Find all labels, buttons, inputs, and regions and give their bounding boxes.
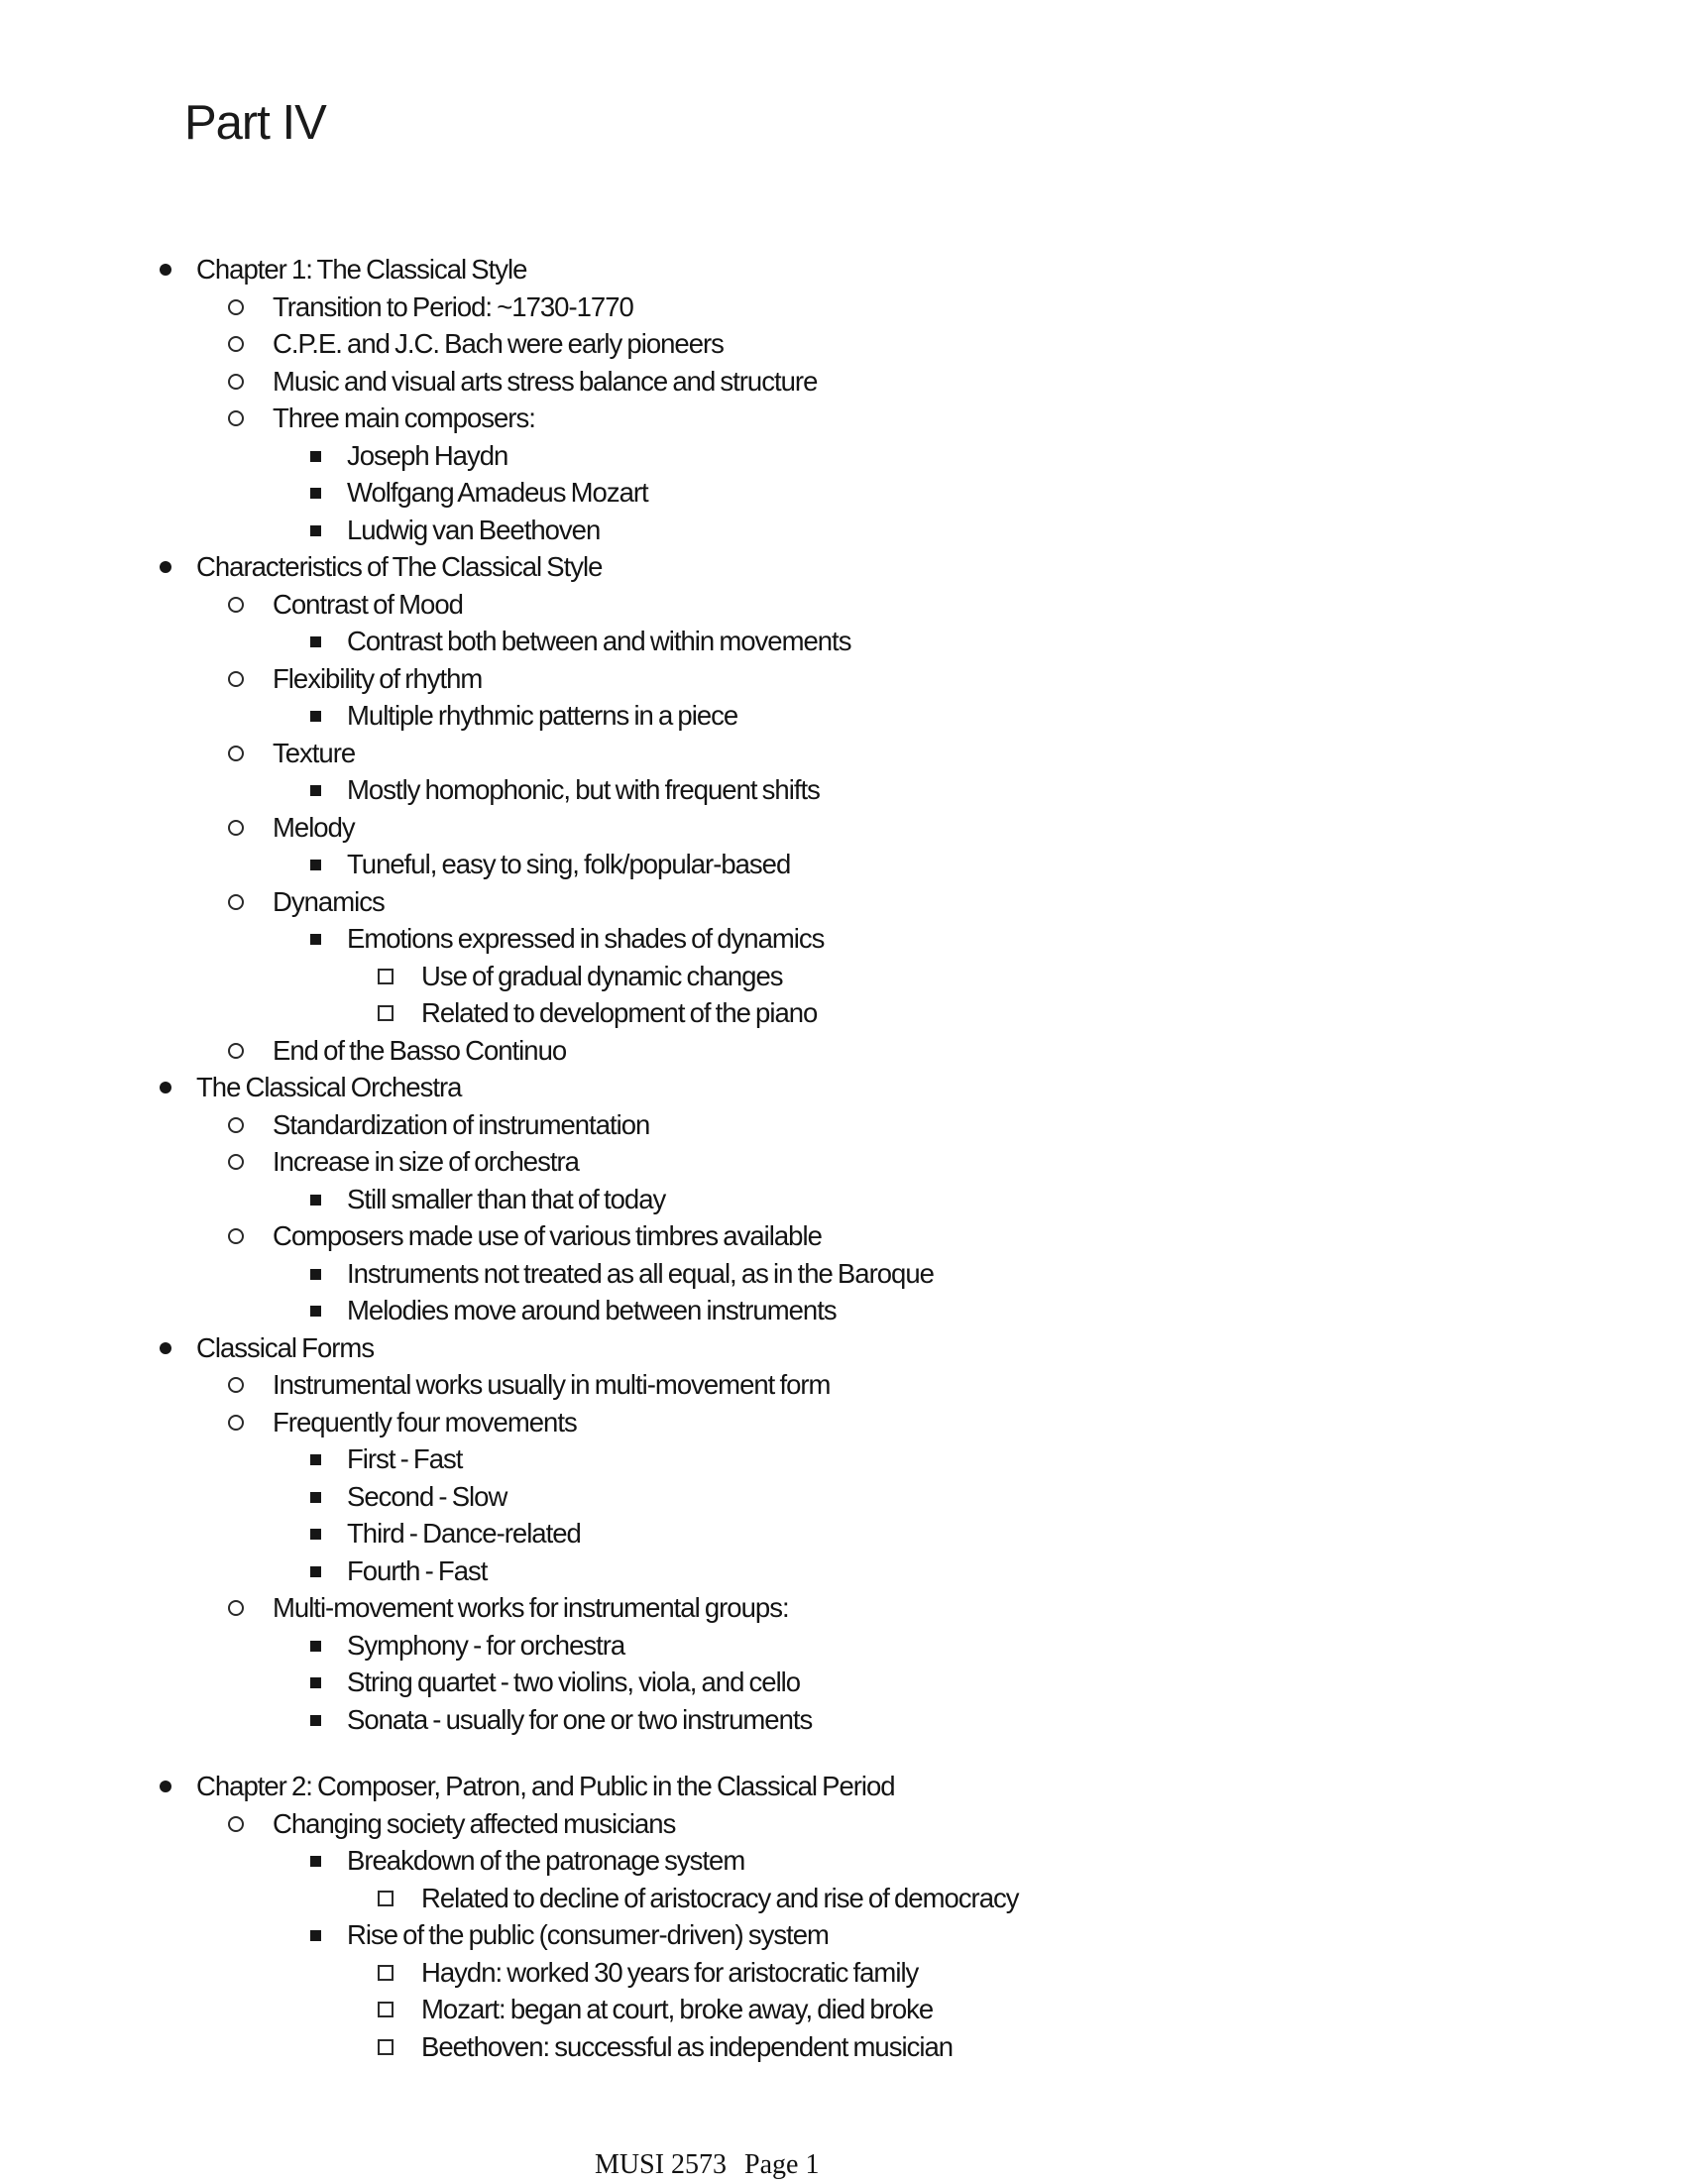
square-bullet-icon — [310, 711, 321, 722]
page-title: Part IV — [184, 96, 326, 150]
list-item-text: Chapter 2: Composer, Patron, and Public in the Classical Period — [196, 1771, 895, 1801]
list-item-text: Music and visual arts stress balance and structure — [273, 365, 818, 397]
list-item — [0, 660, 1688, 698]
list-item — [0, 883, 1688, 921]
list-item — [0, 1478, 1688, 1516]
list-item — [0, 1069, 1688, 1106]
circle-bullet-icon — [228, 1117, 244, 1133]
square-bullet-icon — [310, 451, 321, 462]
list-item-text: Rise of the public (consumer-driven) system — [347, 1919, 829, 1950]
list-item — [0, 1181, 1688, 1218]
list-item-text: Contrast of Mood — [273, 588, 463, 620]
list-item-text: Standardization of instrumentation — [273, 1108, 650, 1140]
hollow-square-bullet-icon — [378, 1005, 394, 1021]
list-item-text: Second - Slow — [347, 1480, 507, 1512]
square-bullet-icon — [310, 1529, 321, 1540]
list-item — [0, 994, 1688, 1032]
list-item — [0, 1880, 1688, 1917]
list-item-text: Fourth - Fast — [347, 1554, 488, 1586]
footer-course-code: MUSI 2573 — [595, 2149, 728, 2180]
list-item — [0, 1440, 1688, 1478]
list-item — [0, 1032, 1688, 1070]
list-item-text: Related to decline of aristocracy and rise of democracy — [421, 1882, 1019, 1913]
list-item — [0, 1768, 1688, 1805]
list-item — [0, 1805, 1688, 1843]
list-item — [0, 512, 1688, 549]
list-item-text: Instruments not treated as all equal, as in the Baroque — [347, 1257, 934, 1289]
list-item-text: The Classical Orchestra — [196, 1072, 462, 1102]
circle-bullet-icon — [228, 336, 244, 352]
hollow-square-bullet-icon — [378, 2039, 394, 2055]
list-item — [0, 1701, 1688, 1739]
list-item — [0, 1552, 1688, 1590]
square-bullet-icon — [310, 1856, 321, 1867]
footer-page-number: Page 1 — [744, 2149, 820, 2180]
list-item-text: Transition to Period: ~1730-1770 — [273, 290, 633, 322]
list-item-text: Emotions expressed in shades of dynamics — [347, 923, 825, 954]
square-bullet-icon — [310, 934, 321, 945]
list-item — [0, 400, 1688, 437]
square-bullet-icon — [310, 1930, 321, 1941]
list-item-text: Texture — [273, 737, 356, 768]
list-item — [0, 1916, 1688, 1954]
circle-bullet-icon — [228, 1043, 244, 1059]
list-item — [0, 920, 1688, 958]
list-item-text: Chapter 1: The Classical Style — [196, 254, 527, 285]
list-item — [0, 1143, 1688, 1181]
circle-bullet-icon — [228, 374, 244, 390]
list-item-text: Melody — [273, 811, 355, 843]
list-item — [0, 1329, 1688, 1367]
list-item-text: Use of gradual dynamic changes — [421, 960, 783, 991]
list-item-text: Frequently four movements — [273, 1406, 577, 1437]
circle-bullet-icon — [228, 894, 244, 910]
circle-bullet-icon — [228, 746, 244, 761]
square-bullet-icon — [310, 1715, 321, 1726]
list-item-text: Breakdown of the patronage system — [347, 1845, 745, 1876]
list-item-text: Composers made use of various timbres available — [273, 1220, 822, 1251]
list-item-text: Flexibility of rhythm — [273, 662, 483, 694]
list-item-text: Contrast both between and within movements — [347, 626, 851, 656]
list-item — [0, 623, 1688, 660]
list-item — [0, 846, 1688, 883]
list-item-text: Instrumental works usually in multi-movement form — [273, 1369, 831, 1400]
list-item-text: First - Fast — [347, 1443, 463, 1474]
square-bullet-icon — [310, 1492, 321, 1503]
circle-bullet-icon — [228, 1154, 244, 1170]
circle-bullet-icon — [228, 1600, 244, 1616]
square-bullet-icon — [310, 785, 321, 796]
square-bullet-icon — [310, 1454, 321, 1465]
list-item-text: Beethoven: successful as independent musician — [421, 2030, 954, 2062]
list-item-text: Symphony - for orchestra — [347, 1629, 625, 1661]
list-item — [0, 474, 1688, 512]
circle-bullet-icon — [228, 410, 244, 426]
disc-bullet-icon — [160, 1342, 171, 1354]
circle-bullet-icon — [228, 1415, 244, 1431]
list-item — [0, 697, 1688, 735]
list-item — [0, 771, 1688, 809]
square-bullet-icon — [310, 1677, 321, 1688]
square-bullet-icon — [310, 860, 321, 870]
list-item — [0, 958, 1688, 995]
circle-bullet-icon — [228, 1228, 244, 1244]
list-item — [0, 1255, 1688, 1293]
list-item — [0, 1991, 1688, 2028]
circle-bullet-icon — [228, 597, 244, 613]
square-bullet-icon — [310, 488, 321, 499]
list-item-text: Mostly homophonic, but with frequent shifts — [347, 774, 820, 805]
circle-bullet-icon — [228, 1816, 244, 1832]
list-item-text: Changing society affected musicians — [273, 1807, 676, 1839]
list-item — [0, 325, 1688, 363]
outline-list — [0, 251, 1688, 2065]
list-item-text: Increase in size of orchestra — [273, 1146, 579, 1177]
disc-bullet-icon — [160, 264, 171, 276]
list-item-text: Wolfgang Amadeus Mozart — [347, 477, 648, 508]
list-item — [0, 437, 1688, 475]
hollow-square-bullet-icon — [378, 2002, 394, 2017]
square-bullet-icon — [310, 1269, 321, 1280]
list-item — [0, 1515, 1688, 1552]
list-item — [0, 1589, 1688, 1627]
list-item-text: Dynamics — [273, 885, 385, 917]
list-item — [0, 251, 1688, 288]
circle-bullet-icon — [228, 671, 244, 687]
list-item-text: String quartet - two violins, viola, and cello — [347, 1667, 801, 1697]
list-item — [0, 363, 1688, 401]
list-item — [0, 2028, 1688, 2066]
hollow-square-bullet-icon — [378, 969, 394, 984]
list-item-text: Related to development of the piano — [421, 997, 818, 1028]
disc-bullet-icon — [160, 1781, 171, 1792]
list-item — [0, 735, 1688, 772]
square-bullet-icon — [310, 1566, 321, 1577]
list-item-text: End of the Basso Continuo — [273, 1034, 567, 1066]
list-item-text: Characteristics of The Classical Style — [196, 551, 603, 582]
list-item — [0, 1664, 1688, 1701]
square-bullet-icon — [310, 525, 321, 536]
list-item-text: Melodies move around between instruments — [347, 1295, 837, 1325]
list-item — [0, 1627, 1688, 1665]
list-item-text: C.P.E. and J.C. Bach were early pioneers — [273, 328, 724, 359]
list-item — [0, 1292, 1688, 1329]
page-footer — [595, 2149, 819, 2181]
circle-bullet-icon — [228, 820, 244, 836]
circle-bullet-icon — [228, 299, 244, 315]
list-item — [0, 809, 1688, 847]
square-bullet-icon — [310, 1641, 321, 1652]
list-item-text: Multiple rhythmic patterns in a piece — [347, 700, 738, 731]
list-item-text: Joseph Haydn — [347, 439, 508, 471]
list-item — [0, 288, 1688, 326]
disc-bullet-icon — [160, 561, 171, 573]
list-item-text: Haydn: worked 30 years for aristocratic family — [421, 1956, 919, 1988]
list-item-text: Three main composers: — [273, 402, 535, 433]
list-item-text: Mozart: began at court, broke away, died broke — [421, 1994, 934, 2024]
list-item — [0, 1842, 1688, 1880]
list-item-text: Multi-movement works for instrumental groups: — [273, 1592, 789, 1623]
list-item — [0, 1366, 1688, 1404]
list-item-text: Ludwig van Beethoven — [347, 514, 601, 545]
hollow-square-bullet-icon — [378, 1965, 394, 1981]
square-bullet-icon — [310, 1306, 321, 1317]
list-item-text: Sonata - usually for one or two instruments — [347, 1703, 813, 1735]
list-item — [0, 1106, 1688, 1144]
list-item-text: Third - Dance-related — [347, 1518, 581, 1549]
list-item — [0, 548, 1688, 586]
list-item-text: Tuneful, easy to sing, folk/popular-based — [347, 849, 791, 879]
list-item — [0, 1954, 1688, 1992]
list-item-text: Classical Forms — [196, 1331, 375, 1363]
list-item — [0, 1217, 1688, 1255]
list-item-text: Still smaller than that of today — [347, 1183, 666, 1214]
list-item — [0, 1404, 1688, 1441]
circle-bullet-icon — [228, 1377, 244, 1393]
hollow-square-bullet-icon — [378, 1891, 394, 1906]
list-item — [0, 586, 1688, 624]
square-bullet-icon — [310, 1195, 321, 1206]
square-bullet-icon — [310, 636, 321, 647]
disc-bullet-icon — [160, 1082, 171, 1093]
